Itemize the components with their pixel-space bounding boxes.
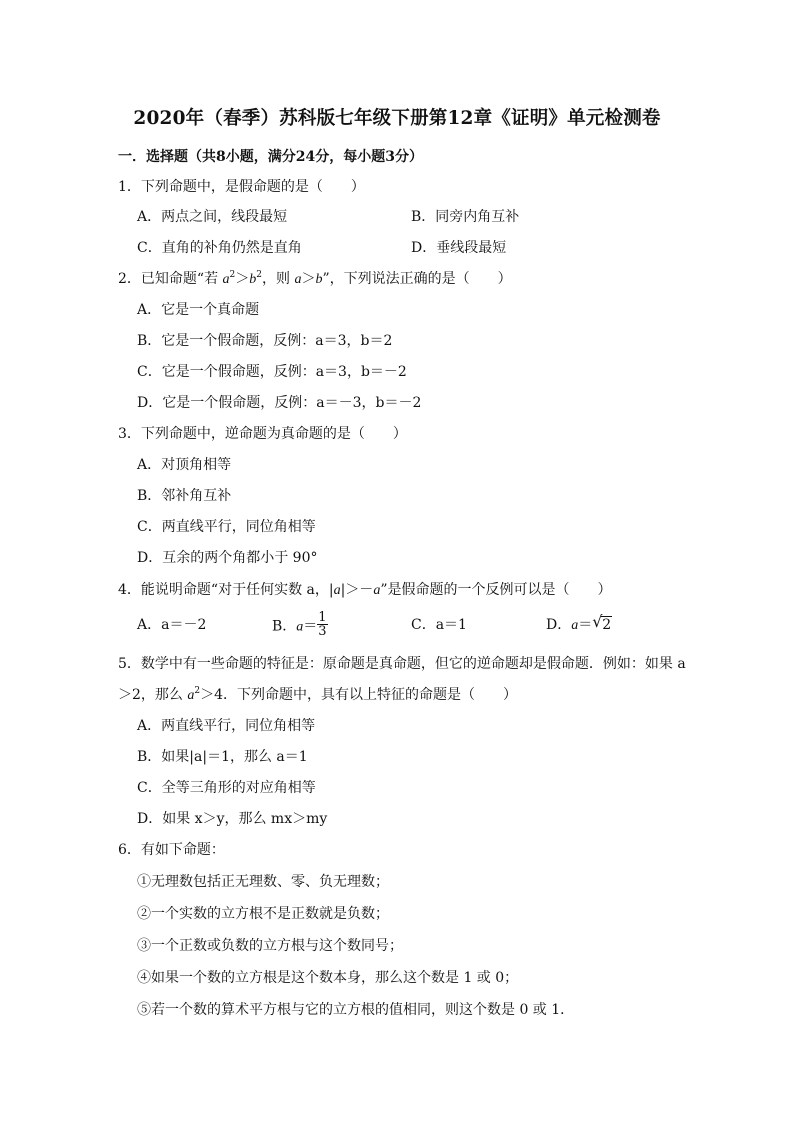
question-5-option-c: C．全等三角形的对应角相等 xyxy=(137,780,316,796)
question-1-option-b: B．同旁内角互补 xyxy=(411,209,520,225)
document-title: 2020年（春季）苏科版七年级下册第12章《证明》单元检测卷 xyxy=(133,108,661,129)
question-3-option-c: C．两直线平行，同位角相等 xyxy=(137,519,316,535)
question-6-statement-5: ⑤若一个数的算术平方根与它的立方根的值相同，则这个数是 0 或 1． xyxy=(137,1002,575,1018)
question-4-option-a: A．a＝－2 xyxy=(137,617,207,633)
question-1-stem: 1．下列命题中，是假命题的是（ ） xyxy=(118,179,365,195)
question-2-option-c: C．它是一个假命题，反例：a＝3，b＝－2 xyxy=(137,364,407,380)
question-6-statement-3: ③一个正数或负数的立方根与这个数同号； xyxy=(137,938,403,954)
question-4-option-d: D．a＝ √ 2 xyxy=(546,612,612,633)
question-3-option-b: B．邻补角互补 xyxy=(137,488,232,504)
question-6-stem: 6．有如下命题： xyxy=(118,842,225,858)
question-1-option-a: A．两点之间，线段最短 xyxy=(137,209,288,225)
question-2-option-a: A．它是一个真命题 xyxy=(137,302,260,318)
question-6-statement-1: ①无理数包括正无理数、零、负无理数； xyxy=(137,874,389,890)
question-1-option-c: C．直角的补角仍然是直角 xyxy=(137,240,302,256)
question-5-line-1: 5．数学中有一些命题的特征是：原命题是真命题，但它的逆命题却是假命题．例如：如果 a xyxy=(118,656,686,672)
question-6-statement-4: ④如果一个数的立方根是这个数本身，那么这个数是 1 或 0； xyxy=(137,970,519,986)
question-4-option-b: B．a＝ $\frac{1}{3}$ xyxy=(272,610,327,639)
square-root: √ 2 xyxy=(592,612,612,633)
question-3-option-d: D．互余的两个角都小于 90° xyxy=(137,550,318,566)
question-2-stem-mid: ，则 xyxy=(261,271,295,287)
question-5-option-a: A．两直线平行，同位角相等 xyxy=(137,718,316,734)
question-2-stem-post: ”，下列说法正确的是（ ） xyxy=(322,271,512,287)
section-heading: 一．选择题（共8小题，满分24分，每小题3分） xyxy=(118,149,423,165)
question-5-option-d: D．如果 x＞y，那么 mx＞my xyxy=(137,811,328,827)
question-2-option-d: D．它是一个假命题，反例：a＝－3，b＝－2 xyxy=(137,395,422,411)
question-4-stem-post: ”是假命题的一个反例可以是（ ） xyxy=(380,582,612,598)
fraction: $\frac{1}{3}$ xyxy=(318,610,327,639)
question-5-option-b: B．如果|a|＝1，那么 a＝1 xyxy=(137,749,308,765)
question-2-stem: 2．已知命题“若 $a^2>b^2$，则 a＞b”，下列说法正确的是（ ） xyxy=(118,270,512,287)
question-2-stem-pre: 2．已知命题“若 xyxy=(118,271,223,287)
question-1-option-d: D．垂线段最短 xyxy=(411,240,507,256)
question-3-option-a: A．对顶角相等 xyxy=(137,457,232,473)
question-4-option-c: C．a＝1 xyxy=(411,617,467,633)
question-6-statement-2: ②一个实数的立方根不是正数就是负数； xyxy=(137,906,389,922)
question-4-stem-pre: 4．能说明命题“对于任何实数 a， xyxy=(118,582,329,598)
question-4-stem: 4．能说明命题“对于任何实数 a，|a|＞－a”是假命题的一个反例可以是（ ） xyxy=(118,582,612,598)
question-5-line-2: ＞2，那么 $a^2>4$．下列命题中，具有以上特征的命题是（ ） xyxy=(118,686,517,703)
question-2-option-b: B．它是一个假命题，反例：a＝3，b＝2 xyxy=(137,333,393,349)
question-3-stem: 3．下列命题中，逆命题为真命题的是（ ） xyxy=(118,426,407,442)
